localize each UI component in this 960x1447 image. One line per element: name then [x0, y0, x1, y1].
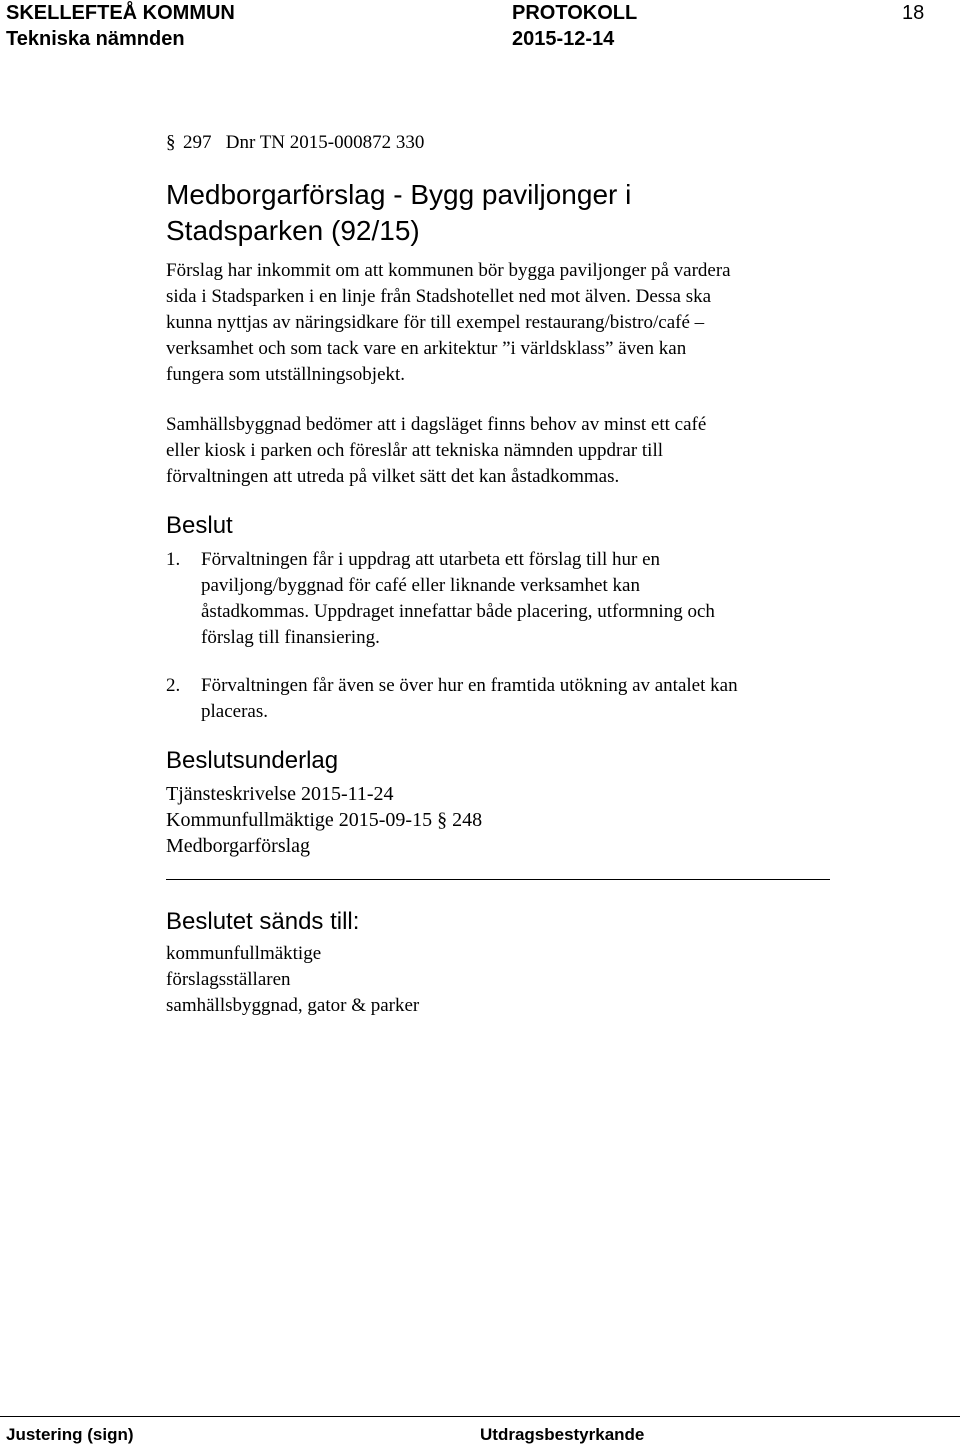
item-title-line: Medborgarförslag - Bygg paviljonger i [166, 179, 632, 210]
recipient-line: samhällsbyggnad, gator & parker [166, 995, 420, 1016]
basis-line: Medborgarförslag [166, 835, 311, 857]
paragraph-line: förvaltningen att utreda på vilket sätt det kan åstadkommas. [166, 466, 620, 487]
paragraph-line: sida i Stadsparken i en linje från Stadshotellet ned mot älven. Dessa ska [166, 286, 712, 307]
decision-item-number: 1. [166, 549, 181, 570]
item-title-line: Stadsparken (92/15) [166, 215, 420, 246]
recipient-line: kommunfullmäktige [166, 943, 322, 964]
section-symbol: § [166, 132, 176, 153]
paragraph-line: Samhällsbyggnad bedömer att i dagsläget finns behov av minst ett café [166, 414, 707, 435]
decision-line: förslag till finansiering. [201, 627, 380, 648]
paragraph-assessment [166, 412, 706, 490]
recipient-line: förslagsställaren [166, 969, 291, 990]
decision-item-text [201, 547, 715, 651]
basis-heading: Beslutsunderlag [166, 747, 339, 774]
item-reference: 297 Dnr TN 2015-000872 330 [183, 132, 425, 153]
paragraph-line: Förslag har inkommit om att kommunen bör bygga paviljonger på vardera [166, 260, 731, 281]
document-type: PROTOKOLL [512, 2, 638, 24]
basis-line: Kommunfullmäktige 2015-09-15 § 248 [166, 809, 483, 831]
sent-to-heading: Beslutet sänds till: [166, 908, 360, 935]
page-number: 18 [902, 2, 925, 24]
paragraph-line: kunna nyttjas av näringsidkare för till exempel restaurang/bistro/café – [166, 312, 705, 333]
paragraph-background [166, 258, 731, 388]
paragraph-line: verksamhet och som tack vare en arkitektur ”i världsklass” även kan [166, 338, 687, 359]
decision-line: Förvaltningen får även se över hur en framtida utökning av antalet kan [201, 675, 738, 696]
meeting-date: 2015-12-14 [512, 28, 615, 50]
footer-justering: Justering (sign) [6, 1425, 134, 1444]
decision-line: åstadkommas. Uppdraget innefattar både placering, utformning och [201, 601, 715, 622]
decision-heading: Beslut [166, 512, 233, 539]
organization-name: SKELLEFTEÅ KOMMUN [6, 2, 235, 24]
basis-list [166, 781, 482, 859]
paragraph-line: fungera som utställningsobjekt. [166, 364, 406, 385]
decision-item-text [201, 673, 738, 725]
decision-line: paviljong/byggnad för café eller liknande verksamhet kan [201, 575, 640, 596]
decision-item-number: 2. [166, 675, 181, 696]
paragraph-line: eller kiosk i parken och föreslår att tekniska nämnden uppdrar till [166, 440, 664, 461]
board-name: Tekniska nämnden [6, 28, 185, 50]
decision-line: Förvaltningen får i uppdrag att utarbeta ett förslag till hur en [201, 549, 661, 570]
basis-line: Tjänsteskrivelse 2015-11-24 [166, 783, 394, 805]
footer-utdragsbestyrkande: Utdragsbestyrkande [480, 1425, 645, 1444]
sent-to-list [166, 941, 419, 1019]
item-title [166, 177, 631, 249]
footer-divider [0, 1416, 960, 1417]
decision-line: placeras. [201, 701, 268, 722]
separator-line [166, 879, 830, 880]
